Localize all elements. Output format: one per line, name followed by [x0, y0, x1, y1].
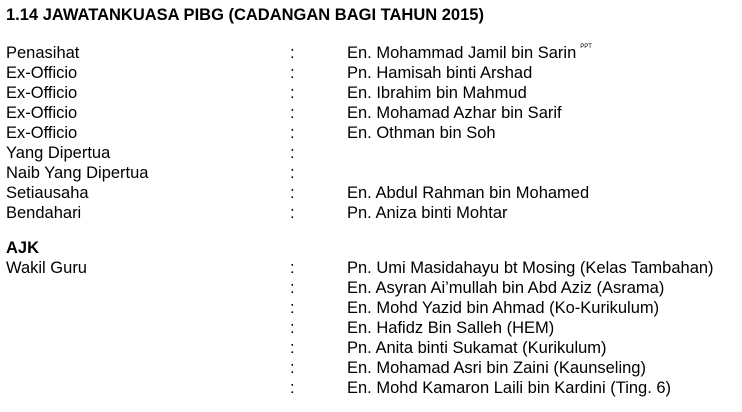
row-colon: : — [290, 124, 295, 142]
row-label — [6, 338, 290, 358]
ajk-row — [6, 378, 742, 398]
row-value: En. Hafidz Bin Salleh (HEM) — [347, 319, 555, 337]
row-colon: : — [290, 279, 295, 297]
row-value: En. Mohd Yazid bin Ahmad (Ko-Kurikulum) — [347, 299, 660, 317]
row-colon: : — [290, 204, 295, 222]
row-colon: : — [290, 44, 295, 62]
row-value: En. Abdul Rahman bin Mohamed — [347, 184, 590, 202]
ajk-row — [6, 278, 742, 298]
row-value: En. Mohamad Azhar bin Sarif — [347, 104, 562, 122]
row-label — [6, 278, 290, 298]
row-value — [347, 143, 742, 163]
row-label: Naib Yang Dipertua — [6, 164, 149, 182]
row-colon: : — [290, 64, 295, 82]
row-label: Ex-Officio — [6, 84, 78, 102]
committee-row-setiausaha — [6, 183, 742, 203]
ajk-heading: AJK — [6, 239, 40, 257]
row-colon: : — [290, 84, 295, 102]
committee-row-yang-dipertua — [6, 143, 742, 163]
committee-row-ex-officio-1 — [6, 63, 742, 83]
row-value-text: En. Mohammad Jamil bin Sarin — [347, 44, 577, 62]
row-value: Pn. Anita binti Sukamat (Kurikulum) — [347, 339, 607, 357]
row-label: Penasihat — [6, 44, 80, 62]
row-colon: : — [290, 164, 295, 182]
row-label: Ex-Officio — [6, 124, 78, 142]
committee-row-ex-officio-4 — [6, 123, 742, 143]
row-colon: : — [290, 379, 295, 397]
row-colon: : — [290, 359, 295, 377]
row-colon: : — [290, 184, 295, 202]
committee-row-penasihat — [6, 43, 742, 63]
row-colon: : — [290, 104, 295, 122]
row-label: Ex-Officio — [6, 64, 78, 82]
ppt-superscript: PPT — [580, 44, 592, 50]
row-label: Wakil Guru — [6, 259, 87, 277]
committee-row-naib-yang-dipertua — [6, 163, 742, 183]
row-value: En. Asyran Ai’mullah bin Abd Aziz (Asrama) — [347, 279, 665, 297]
committee-row-bendahari — [6, 203, 742, 223]
row-value: Pn. Hamisah binti Arshad — [347, 64, 533, 82]
section-title: 1.14 JAWATANKUASA PIBG (CADANGAN BAGI TAHUN 2015) — [6, 6, 484, 24]
ajk-row — [6, 258, 742, 278]
committee-row-ex-officio-3 — [6, 103, 742, 123]
row-value: En. Ibrahim bin Mahmud — [347, 84, 527, 102]
ajk-row — [6, 298, 742, 318]
row-label: Bendahari — [6, 204, 82, 222]
row-colon: : — [290, 144, 295, 162]
row-colon: : — [290, 299, 295, 317]
row-label: Setiausaha — [6, 184, 89, 202]
committee-row-ex-officio-2 — [6, 83, 742, 103]
row-value — [347, 43, 742, 63]
row-label: Yang Dipertua — [6, 144, 111, 162]
row-value: Pn. Umi Masidahayu bt Mosing (Kelas Tambahan) — [347, 259, 714, 277]
row-label — [6, 358, 290, 378]
ajk-row — [6, 338, 742, 358]
row-colon: : — [290, 259, 295, 277]
ajk-list — [6, 258, 742, 398]
ajk-row — [6, 318, 742, 338]
row-value: En. Mohamad Asri bin Zaini (Kaunseling) — [347, 359, 646, 377]
row-value — [347, 163, 742, 183]
row-label — [6, 318, 290, 338]
row-colon: : — [290, 319, 295, 337]
row-label — [6, 378, 290, 398]
row-value: En. Mohd Kamaron Laili bin Kardini (Ting. 6) — [347, 379, 672, 397]
row-colon: : — [290, 339, 295, 357]
row-value: Pn. Aniza binti Mohtar — [347, 204, 508, 222]
row-label — [6, 298, 290, 318]
ajk-row — [6, 358, 742, 378]
committee-list — [6, 43, 742, 223]
row-value: En. Othman bin Soh — [347, 124, 496, 142]
row-label: Ex-Officio — [6, 104, 78, 122]
